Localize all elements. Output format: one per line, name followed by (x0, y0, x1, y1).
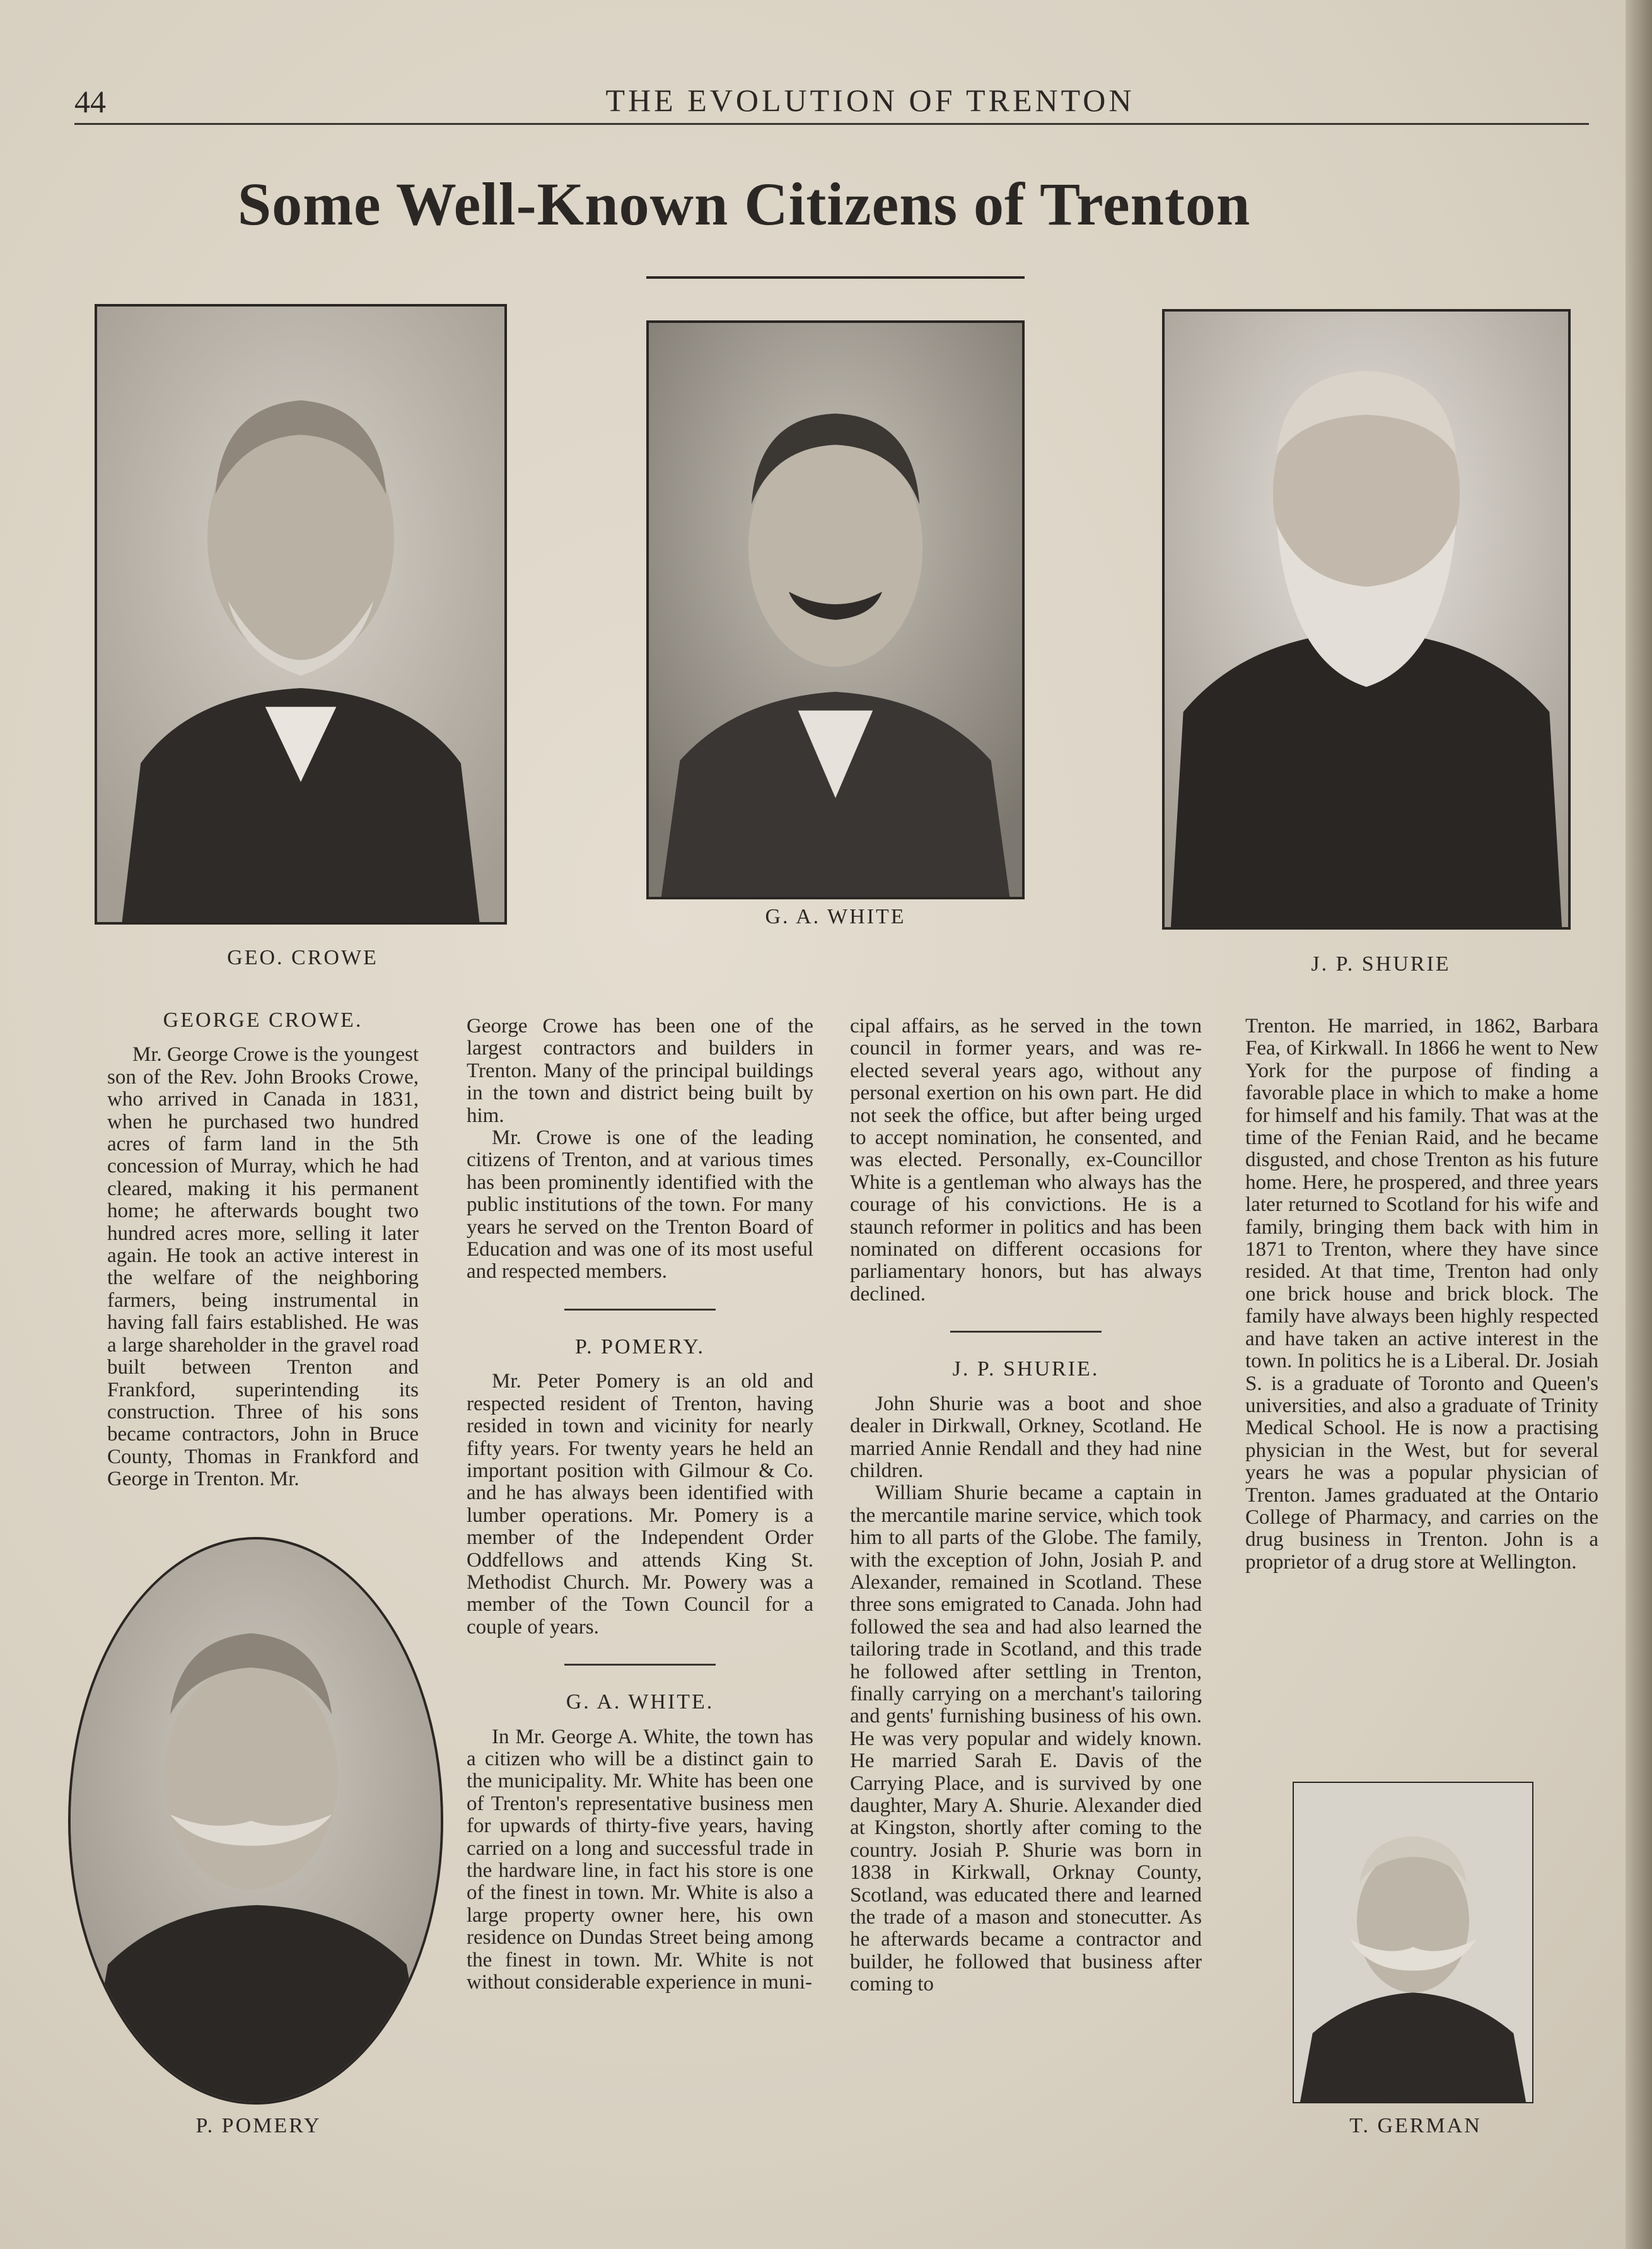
white-paragraph-continued: cipal affairs, as he served in the town council in former years, and was re-elected several years ago, without any personal exertion on his own part. He did not seek the office, but after being urged to accept nomination, he consented, and was elected. Personally, ex-Councillor White is a gentleman who always has the courage of his convictions. He is a staunch reformer in politics and has been nominated on different occasions for parliamentary honors, but has always declined. (850, 1015, 1202, 1306)
portrait-german (1293, 1782, 1533, 2103)
heading-white: G. A. WHITE. (566, 1690, 714, 1714)
portrait-shurie (1162, 309, 1571, 930)
section-rule (950, 1331, 1102, 1333)
section-rule (564, 1309, 716, 1311)
caption-shurie: J. P. SHURIE (1311, 952, 1451, 976)
portrait-white (646, 320, 1025, 899)
portrait-pomery (68, 1537, 443, 2105)
running-title: THE EVOLUTION OF TRENTON (605, 83, 1135, 118)
portrait-crowe (95, 304, 507, 925)
page-title: Some Well-Known Citizens of Trenton (237, 170, 1251, 238)
shurie-paragraph-2: William Shurie became a captain in the mercantile marine service, which took him to all parts of the Globe. The family, with the exception of John, Josiah P. and Alexander, remained in Scotland. These three sons emigrated to Canada. John had followed the sea and had also learned the tailoring trade in Scotland, and this trade he followed after settling in Trenton, finally carrying on a merchant's tailoring and gents' furnishing business of his own. He was very popular and widely known. He married Sarah E. Davis of the Carrying Place, and is survived by one daughter, Mary A. Shurie. Alexander died at Kingston, shortly after coming to the country. Josiah P. Shurie was born in 1838 in Kirkwall, Orknay County, Scotland, was educated there and learned the trade of a mason and stonecutter. As he afterwards became a contractor and builder, he followed that business after coming to (850, 1481, 1202, 1996)
page-edge (1626, 0, 1652, 2249)
caption-white: G. A. WHITE (765, 905, 906, 928)
section-rule (564, 1664, 716, 1666)
heading-crowe: GEORGE CROWE. (163, 1008, 363, 1032)
crowe-paragraph-2: George Crowe has been one of the largest contractors and builders in Trenton. Many of the principal buildings in the town and district being built by him. (467, 1015, 813, 1127)
heading-pomery: P. POMERY. (574, 1335, 706, 1358)
white-paragraph: In Mr. George A. White, the town has a citizen who will be a distinct gain to the municipality. Mr. White has been one of Trenton's representative business men for upwards of thirty-five years, having carried on a long and successful trade in the hardware line, in fact his store is one of the finest in town. Mr. White is also a large property owner here, his own residence on Dundas Street being among the finest in town. Mr. White is not without considerable experience in muni- (467, 1725, 813, 1994)
column-3 (850, 1015, 1202, 1996)
header-rule (74, 123, 1589, 125)
caption-crowe: GEO. CROWE (227, 946, 378, 969)
shurie-paragraph-1: John Shurie was a boot and shoe dealer in Dirkwall, Orkney, Scotland. He married Annie Rendall and they had nine children. (850, 1392, 1202, 1482)
caption-german: T. GERMAN (1349, 2114, 1482, 2137)
page-number: 44 (74, 84, 106, 119)
column-2 (467, 1015, 813, 1994)
pomery-paragraph: Mr. Peter Pomery is an old and respected resident of Trenton, having resided in town and vicinity for nearly fifty years. For twenty years he held an important position with Gilmour & Co. and he has always been identified with lumber operations. Mr. Pomery is a member of the Independent Order Oddfellows and attends King St. Methodist Church. Mr. Powery was a member of the Town Council for a couple of years. (467, 1370, 813, 1639)
title-rule (646, 276, 1025, 279)
caption-pomery: P. POMERY (195, 2114, 322, 2137)
heading-shurie: J. P. SHURIE. (952, 1357, 1100, 1381)
crowe-paragraph-3: Mr. Crowe is one of the leading citizens of Trenton, and at various times has been prominently identified with the public institutions of the town. For many years he served on the Trenton Board of Education and was one of its most useful and respected members. (467, 1126, 813, 1283)
column-4 (1245, 1015, 1598, 1574)
crowe-paragraph-1: Mr. George Crowe is the youngest son of the Rev. John Brooks Crowe, who arrived in Canada in 1831, when he purchased two hundred acres of farm land in the 5th concession of Murray, which he had cleared, making it his permanent home; he afterwards bought two hundred acres more, selling it later again. He took an active interest in the welfare of the neighboring farmers, being instrumental in having fall fairs established. He was a large shareholder in the gravel road built between Trenton and Frankford, superintending its construction. Three of his sons became contractors, John in Bruce County, Thomas in Frankford and George in Trenton. Mr. (107, 1043, 419, 1491)
column-1 (107, 1009, 419, 1491)
shurie-paragraph-continued: Trenton. He married, in 1862, Barbara Fea, of Kirkwall. In 1866 he went to New York for the purpose of finding a favorable place in which to make a home for himself and his family. That was at the time of the Fenian Raid, and he became disgusted, and chose Trenton as his future home. Here, he prospered, and three years later returned to Scotland for his wife and family, bringing them back with him in 1871 to Trenton, where they have since resided. At that time, Trenton had only one brick house and brick block. The family have always been highly respected and have taken an active interest in the town. In politics he is a Liberal. Dr. Josiah S. is a graduate of Toronto and Queen's universities, and also a graduate of Trinity Medical School. He is now a practising physician in the West, but for several years he was a popular physician of Trenton. James graduated at the Ontario College of Pharmacy, and carries on the drug business in Trenton. John is a proprietor of a drug store at Wellington. (1245, 1015, 1598, 1574)
